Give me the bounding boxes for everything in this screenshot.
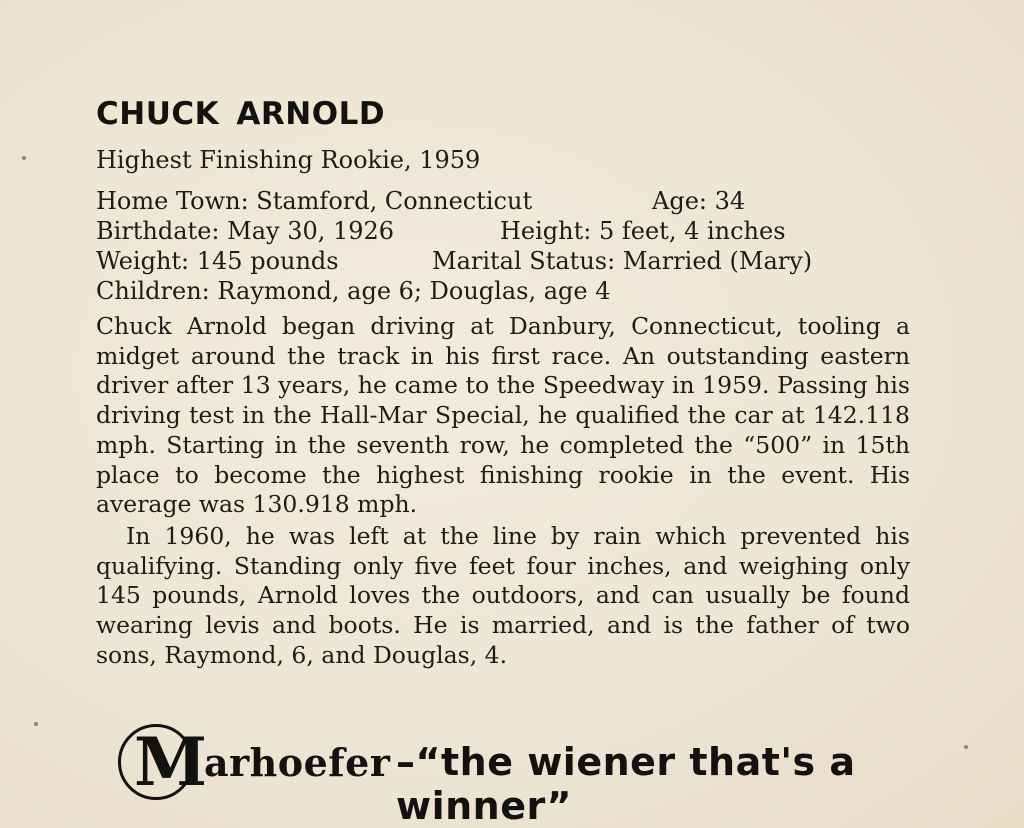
fact-row (96, 246, 916, 276)
paper-speck (22, 156, 26, 160)
paper-speck (964, 745, 968, 749)
sponsor-footer (118, 720, 938, 828)
fact-row (96, 216, 916, 246)
home-town: Home Town: Stamford, Connecticut (96, 187, 533, 215)
paper-speck (34, 722, 38, 726)
slogan: –“the wiener that's a winner” (396, 740, 856, 828)
height: Height: 5 feet, 4 inches (500, 217, 786, 245)
age: Age: 34 (652, 187, 746, 215)
driver-name: CHUCK ARNOLD (96, 96, 386, 132)
marital-status: Marital Status: Married (Mary) (432, 247, 813, 275)
birthdate: Birthdate: May 30, 1926 (96, 217, 395, 245)
driver-facts (96, 186, 916, 306)
logo-letter: M (134, 723, 208, 801)
fact-row (96, 186, 916, 216)
fact-row (96, 276, 916, 306)
biography-paragraph: In 1960, he was left at the line by rain which prevented his qualifying. Standing only five feet four inches, and weighing only 145 pounds, Arnold loves the outdoors, and can usually be found wearing levis and boots. He is married, and is the father of two sons, Raymond, 6, and Douglas, 4. (96, 521, 910, 669)
driver-subtitle: Highest Finishing Rookie, 1959 (96, 146, 481, 174)
biography-paragraph: Chuck Arnold began driving at Danbury, Connecticut, tooling a midget around the track in his first race. An outstanding eastern driver after 13 years, he came to the Speedway in 1959. Passing his driving test in the Hall-Mar Special, he qualified the car at 142.118 mph. Starting in the seventh row, he completed the “500” in 15th place to become the highest finishing rookie in the event. His average was 130.918 mph. (96, 312, 910, 519)
weight: Weight: 145 pounds (96, 247, 339, 275)
brand-name: arhoefer (204, 740, 391, 785)
biography (96, 312, 910, 670)
children: Children: Raymond, age 6; Douglas, age 4 (96, 277, 611, 305)
